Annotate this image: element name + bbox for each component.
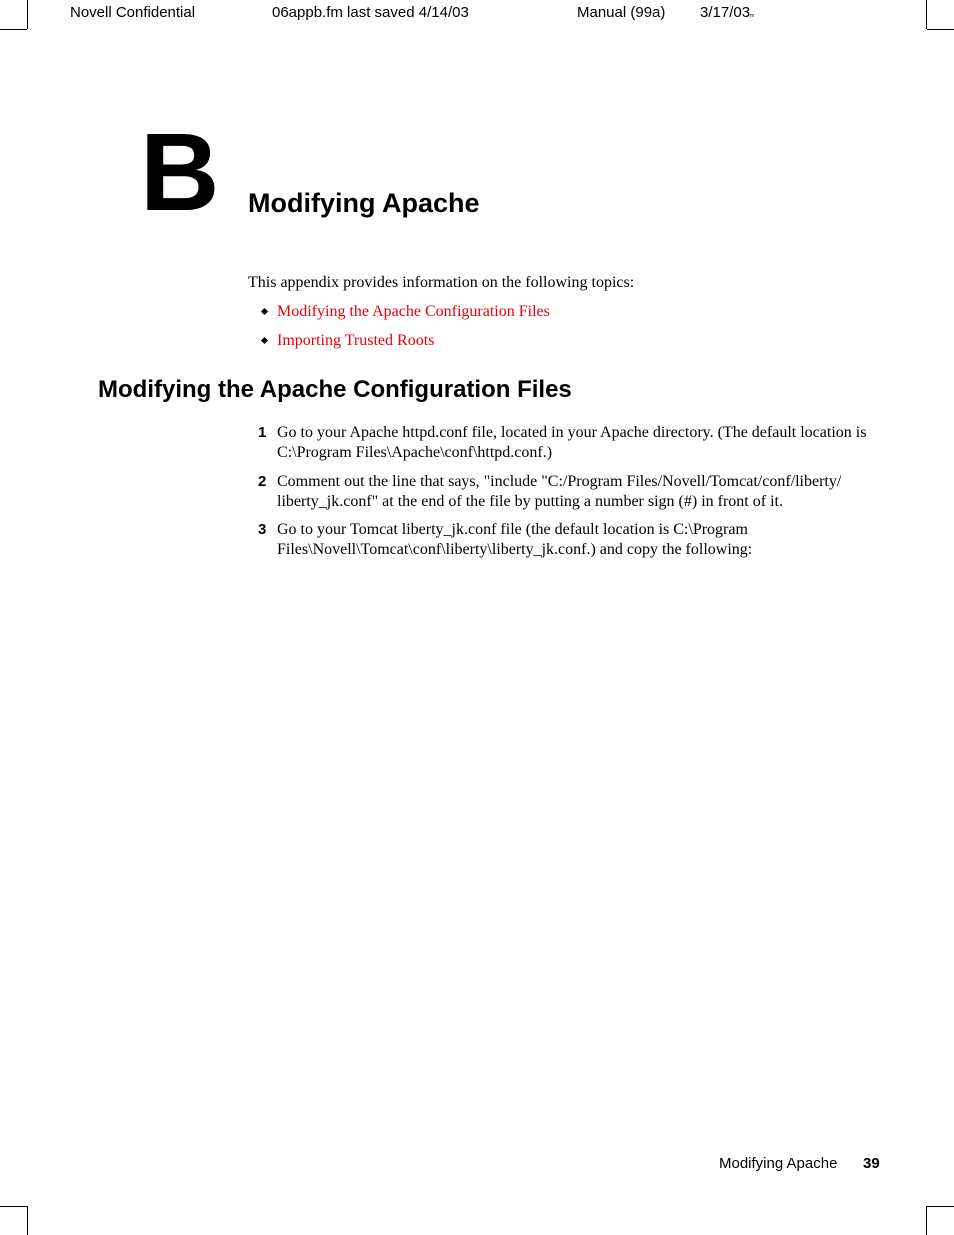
crop-mark-bottom-right-v: [926, 1206, 927, 1235]
header-date: [700, 4, 754, 21]
step-text: [277, 520, 887, 560]
footer-title: Modifying Apache: [719, 1155, 838, 1172]
step-number: 3: [258, 521, 267, 538]
topic-link-trusted-roots[interactable]: Importing Trusted Roots: [277, 332, 435, 349]
step-text: [277, 423, 887, 463]
header-file-info: 06appb.fm last saved 4/14/03: [272, 4, 469, 21]
crop-mark-top-left-h: [0, 29, 27, 30]
section-heading: Modifying the Apache Configuration Files: [98, 376, 572, 403]
step-number: 1: [258, 424, 267, 441]
header-date-text: 3/17/03: [700, 4, 751, 21]
header-date-suffix: m: [750, 13, 755, 19]
page-number: 39: [863, 1155, 880, 1172]
crop-mark-top-right-v: [926, 0, 927, 29]
step-text: [277, 472, 887, 512]
chapter-letter: B: [140, 111, 218, 234]
topic-link-apache-config[interactable]: Modifying the Apache Configuration Files: [277, 303, 550, 320]
intro-paragraph: This appendix provides information on the following topics:: [248, 274, 635, 291]
header-confidential: Novell Confidential: [70, 4, 196, 21]
step-number: 2: [258, 473, 267, 490]
step-line: Go to your Apache httpd.conf file, located in your Apache directory. (The default location is: [277, 424, 867, 441]
step-line: C:\Program Files\Apache\conf\httpd.conf.): [277, 444, 553, 461]
step-line: Files\Novell\Tomcat\conf\liberty\liberty_jk.conf.) and copy the following:: [277, 541, 753, 558]
step-line: Go to your Tomcat liberty_jk.conf file (the default location is C:\Program: [277, 521, 748, 538]
crop-mark-top-right-h: [927, 29, 954, 30]
crop-mark-bottom-left-v: [27, 1206, 28, 1235]
step-line: liberty_jk.conf" at the end of the file by putting a number sign (#) in front of it.: [277, 493, 783, 510]
step-line: Comment out the line that says, "include "C:/Program Files/Novell/Tomcat/conf/liberty/: [277, 473, 842, 490]
diamond-bullet-icon: [261, 337, 268, 344]
header-manual: Manual (99a): [577, 4, 666, 21]
chapter-title: Modifying Apache: [248, 188, 480, 218]
diamond-bullet-icon: [261, 308, 268, 315]
crop-mark-bottom-right-h: [927, 1206, 954, 1207]
crop-mark-top-left-v: [27, 0, 28, 29]
crop-mark-bottom-left-h: [0, 1206, 27, 1207]
